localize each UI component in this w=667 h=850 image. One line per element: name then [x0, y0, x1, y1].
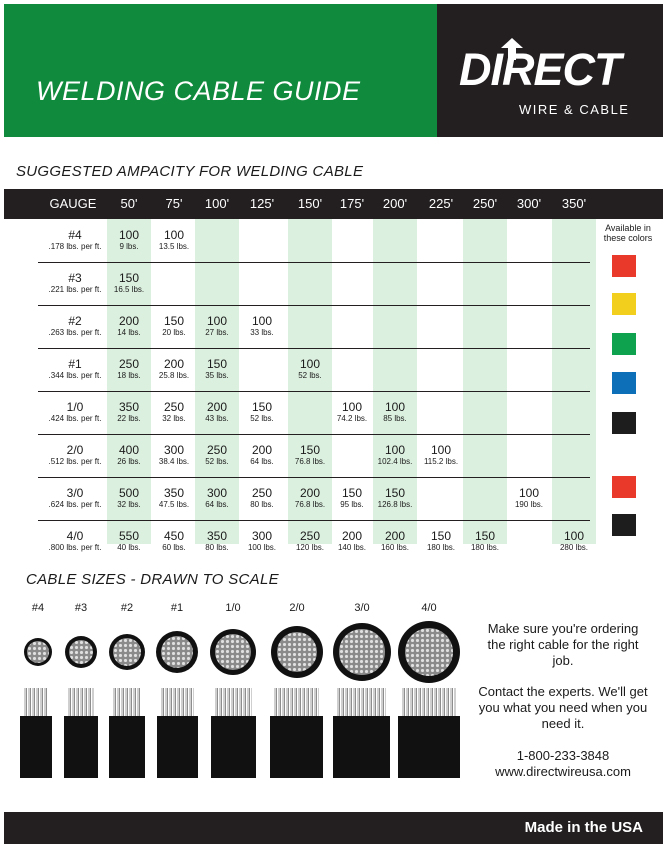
- cable-weight-value: 100 lbs.: [247, 543, 277, 552]
- ampacity-value: 300: [206, 486, 228, 500]
- cable-strands-icon: [113, 638, 141, 666]
- cable-weight-value: 160 lbs.: [380, 543, 410, 552]
- ampacity-value: 100: [384, 400, 406, 414]
- length-column-header: 50': [120, 196, 138, 211]
- gauge-cell: [42, 358, 108, 381]
- cable-weight-value: 76.8 lbs.: [294, 500, 326, 509]
- ampacity-value: 150: [118, 271, 140, 285]
- cable-size-label: 1/0: [225, 602, 241, 614]
- cable-weight-value: 115.2 lbs.: [423, 457, 459, 466]
- cable-strands-icon: [27, 641, 49, 663]
- ampacity-cell: [152, 444, 196, 467]
- ampacity-cell: [552, 530, 596, 553]
- ampacity-value: 300: [251, 529, 273, 543]
- cable-cross-section-icon: [333, 623, 391, 681]
- ampacity-value: 350: [163, 486, 185, 500]
- gauge-name: 1/0: [66, 400, 84, 414]
- length-column-header: 225': [428, 196, 454, 211]
- logo-subtitle: WIRE & CABLE: [519, 102, 630, 117]
- ampacity-value: 450: [163, 529, 185, 543]
- ampacity-value: 250: [118, 357, 140, 371]
- ampacity-value: 200: [299, 486, 321, 500]
- gauge-cell: [42, 315, 108, 338]
- cable-side-view-icon: [109, 716, 145, 778]
- cable-weight-value: 26 lbs.: [117, 457, 141, 466]
- available-colors-label: Available in these colors: [603, 223, 653, 243]
- ampacity-value: 250: [251, 486, 273, 500]
- cable-weight-value: 27 lbs.: [205, 328, 229, 337]
- ampacity-value: 150: [384, 486, 406, 500]
- length-column-header: 125': [249, 196, 275, 211]
- gauge-weight-per-foot: .800 lbs. per ft.: [48, 543, 102, 552]
- ampacity-cell: [107, 530, 151, 553]
- row-divider: [38, 348, 590, 349]
- exposed-strands-icon: [215, 688, 252, 718]
- color-swatch: [612, 293, 636, 315]
- cable-size-label: #3: [74, 602, 88, 614]
- gauge-weight-per-foot: .624 lbs. per ft.: [48, 500, 102, 509]
- cable-size-label: 4/0: [421, 602, 437, 614]
- cable-weight-value: 52 lbs.: [205, 457, 229, 466]
- cable-sizes-section-title: CABLE SIZES - DRAWN TO SCALE: [26, 571, 279, 588]
- ampacity-cell: [240, 444, 284, 467]
- color-swatch: [612, 333, 636, 355]
- gauge-column-header: GAUGE: [49, 196, 97, 211]
- ampacity-cell: [419, 530, 463, 553]
- ampacity-value: 200: [163, 357, 185, 371]
- gauge-weight-per-foot: .263 lbs. per ft.: [48, 328, 102, 337]
- gauge-name: 3/0: [66, 486, 84, 500]
- ampacity-value: 100: [518, 486, 540, 500]
- promo-right-cable: Make sure you're ordering the right cable for the right job.: [487, 621, 639, 668]
- ampacity-value: 100: [563, 529, 585, 543]
- ampacity-cell: [240, 487, 284, 510]
- ampacity-cell: [373, 487, 417, 510]
- cable-weight-value: 52 lbs.: [250, 414, 274, 423]
- website-link[interactable]: www.directwireusa.com: [495, 764, 631, 779]
- ampacity-cell: [195, 444, 239, 467]
- gauge-cell: [42, 229, 108, 252]
- row-divider: [38, 305, 590, 306]
- ampacity-value: 500: [118, 486, 140, 500]
- gauge-cell: [42, 444, 108, 467]
- ampacity-value: 200: [118, 314, 140, 328]
- cable-cross-section-icon: [271, 626, 323, 678]
- ampacity-cell: [107, 444, 151, 467]
- ampacity-cell: [288, 487, 332, 510]
- cable-side-view-icon: [270, 716, 323, 778]
- gauge-name: #1: [68, 357, 82, 371]
- ampacity-cell: [507, 487, 551, 510]
- ampacity-value: 100: [384, 443, 406, 457]
- cable-weight-value: 95 lbs.: [340, 500, 364, 509]
- ampacity-value: 350: [206, 529, 228, 543]
- header-logo-panel: [437, 4, 663, 137]
- cable-weight-value: 85 lbs.: [383, 414, 407, 423]
- exposed-strands-icon: [337, 688, 386, 718]
- cable-weight-value: 190 lbs.: [514, 500, 544, 509]
- gauge-name: 4/0: [66, 529, 84, 543]
- length-column-header: 200': [382, 196, 408, 211]
- cable-size-label: 3/0: [354, 602, 370, 614]
- cable-strands-icon: [277, 632, 318, 673]
- ampacity-cell: [288, 530, 332, 553]
- gauge-weight-per-foot: .344 lbs. per ft.: [48, 371, 102, 380]
- ampacity-cell: [152, 530, 196, 553]
- ampacity-cell: [107, 229, 151, 252]
- cable-side-view-icon: [20, 716, 52, 778]
- ampacity-value: 300: [163, 443, 185, 457]
- cable-size-label: #1: [170, 602, 184, 614]
- cable-side-view-icon: [333, 716, 390, 778]
- ampacity-cell: [195, 315, 239, 338]
- exposed-strands-icon: [402, 688, 456, 718]
- gauge-weight-per-foot: .512 lbs. per ft.: [48, 457, 102, 466]
- cable-size-label: 2/0: [289, 602, 305, 614]
- ampacity-cell: [240, 530, 284, 553]
- cable-weight-value: 140 lbs.: [337, 543, 367, 552]
- ampacity-cell: [152, 401, 196, 424]
- length-column-header: 175': [339, 196, 365, 211]
- cable-cross-section-icon: [65, 636, 97, 668]
- cable-weight-value: 32 lbs.: [162, 414, 186, 423]
- length-column-header: 350': [561, 196, 587, 211]
- cable-cross-section-icon: [398, 621, 460, 683]
- cable-weight-value: 80 lbs.: [250, 500, 274, 509]
- row-divider: [38, 520, 590, 521]
- cable-weight-value: 40 lbs.: [117, 543, 141, 552]
- row-divider: [38, 434, 590, 435]
- length-column-header: 75': [165, 196, 183, 211]
- gauge-name: #3: [68, 271, 82, 285]
- color-swatch: [612, 255, 636, 277]
- row-divider: [38, 262, 590, 263]
- cable-weight-value: 35 lbs.: [205, 371, 229, 380]
- ampacity-value: 150: [163, 314, 185, 328]
- ampacity-value: 150: [299, 443, 321, 457]
- cable-size-label: #2: [120, 602, 134, 614]
- ampacity-value: 400: [118, 443, 140, 457]
- cable-side-view-icon: [157, 716, 198, 778]
- gauge-cell: [42, 272, 108, 295]
- color-swatch: [612, 372, 636, 394]
- cable-weight-value: 13.5 lbs.: [158, 242, 190, 251]
- cable-strands-icon: [69, 640, 94, 665]
- cable-weight-value: 102.4 lbs.: [377, 457, 413, 466]
- cable-weight-value: 80 lbs.: [205, 543, 229, 552]
- ampacity-cell: [107, 358, 151, 381]
- cable-weight-value: 64 lbs.: [205, 500, 229, 509]
- ampacity-cell: [152, 358, 196, 381]
- ampacity-cell: [152, 487, 196, 510]
- length-column-header: 150': [297, 196, 323, 211]
- cable-weight-value: 38.4 lbs.: [158, 457, 190, 466]
- logo-wordmark: DIRECT: [459, 44, 621, 95]
- color-swatch: [612, 476, 636, 498]
- gauge-name: #2: [68, 314, 82, 328]
- cable-weight-value: 18 lbs.: [117, 371, 141, 380]
- ampacity-section-title: SUGGESTED AMPACITY FOR WELDING CABLE: [16, 163, 364, 180]
- cable-cross-section-icon: [156, 631, 198, 673]
- cable-weight-value: 33 lbs.: [250, 328, 274, 337]
- ampacity-cell: [195, 530, 239, 553]
- ampacity-value: 150: [430, 529, 452, 543]
- cable-weight-value: 180 lbs.: [426, 543, 456, 552]
- ampacity-value: 100: [163, 228, 185, 242]
- made-in-usa-label: Made in the USA: [524, 819, 643, 836]
- cable-size-label: #4: [31, 602, 45, 614]
- ampacity-cell: [240, 401, 284, 424]
- promo-contact: Contact the experts. We'll get you what you need when you need it.: [478, 684, 648, 731]
- cable-weight-value: 16.5 lbs.: [113, 285, 145, 294]
- header-green-panel: [4, 4, 437, 137]
- exposed-strands-icon: [274, 688, 319, 718]
- gauge-name: #4: [68, 228, 82, 242]
- ampacity-value: 250: [163, 400, 185, 414]
- length-column-header: 250': [472, 196, 498, 211]
- cable-weight-value: 120 lbs.: [295, 543, 325, 552]
- exposed-strands-icon: [113, 688, 141, 718]
- cable-side-view-icon: [64, 716, 98, 778]
- cable-cross-section-icon: [210, 629, 256, 675]
- ampacity-cell: [373, 530, 417, 553]
- cable-strands-icon: [161, 636, 194, 669]
- cable-weight-value: 43 lbs.: [205, 414, 229, 423]
- footer-bar: [4, 812, 663, 844]
- cable-weight-value: 60 lbs.: [162, 543, 186, 552]
- ampacity-value: 150: [474, 529, 496, 543]
- cable-weight-value: 64 lbs.: [250, 457, 274, 466]
- ampacity-cell: [107, 315, 151, 338]
- ampacity-value: 100: [341, 400, 363, 414]
- ampacity-value: 100: [299, 357, 321, 371]
- ampacity-value: 350: [118, 400, 140, 414]
- ampacity-value: 200: [251, 443, 273, 457]
- gauge-weight-per-foot: .424 lbs. per ft.: [48, 414, 102, 423]
- ampacity-table: [4, 189, 663, 552]
- ampacity-value: 100: [430, 443, 452, 457]
- shaded-column: [552, 219, 596, 544]
- phone-number[interactable]: 1-800-233-3848: [516, 748, 610, 763]
- cable-weight-value: 280 lbs.: [559, 543, 589, 552]
- shaded-column: [463, 219, 507, 544]
- exposed-strands-icon: [161, 688, 194, 718]
- ampacity-value: 150: [206, 357, 228, 371]
- ampacity-value: 250: [299, 529, 321, 543]
- ampacity-cell: [373, 401, 417, 424]
- ampacity-value: 200: [384, 529, 406, 543]
- ampacity-value: 150: [341, 486, 363, 500]
- ampacity-value: 150: [251, 400, 273, 414]
- ampacity-cell: [152, 315, 196, 338]
- ampacity-value: 100: [206, 314, 228, 328]
- gauge-cell: [42, 530, 108, 553]
- ampacity-cell: [288, 358, 332, 381]
- ampacity-cell: [419, 444, 463, 467]
- length-column-header: 300': [516, 196, 542, 211]
- cable-weight-value: 47.5 lbs.: [158, 500, 190, 509]
- ampacity-cell: [330, 530, 374, 553]
- ampacity-value: 200: [341, 529, 363, 543]
- cable-strands-icon: [339, 629, 384, 674]
- gauge-cell: [42, 401, 108, 424]
- cable-weight-value: 74.2 lbs.: [336, 414, 368, 423]
- header-banner: [4, 4, 663, 137]
- ampacity-cell: [107, 401, 151, 424]
- ampacity-cell: [195, 358, 239, 381]
- ampacity-cell: [107, 487, 151, 510]
- table-header-row: [4, 189, 663, 219]
- ampacity-value: 550: [118, 529, 140, 543]
- cable-weight-value: 52 lbs.: [298, 371, 322, 380]
- cable-cross-section-icon: [109, 634, 145, 670]
- cable-strands-icon: [405, 628, 453, 676]
- brand-logo: [457, 44, 647, 124]
- ampacity-cell: [330, 487, 374, 510]
- ampacity-value: 100: [118, 228, 140, 242]
- ampacity-value: 100: [251, 314, 273, 328]
- page-title: WELDING CABLE GUIDE: [36, 76, 361, 106]
- color-swatch: [612, 514, 636, 536]
- ampacity-cell: [330, 401, 374, 424]
- ampacity-cell: [373, 444, 417, 467]
- ampacity-cell: [107, 272, 151, 295]
- cable-weight-value: 20 lbs.: [162, 328, 186, 337]
- ampacity-cell: [152, 229, 196, 252]
- cable-weight-value: 76.8 lbs.: [294, 457, 326, 466]
- cable-weight-value: 22 lbs.: [117, 414, 141, 423]
- cable-weight-value: 32 lbs.: [117, 500, 141, 509]
- cable-cross-section-icon: [24, 638, 52, 666]
- exposed-strands-icon: [68, 688, 94, 718]
- ampacity-value: 200: [206, 400, 228, 414]
- row-divider: [38, 391, 590, 392]
- cable-side-view-icon: [211, 716, 256, 778]
- cable-weight-value: 14 lbs.: [117, 328, 141, 337]
- gauge-weight-per-foot: .178 lbs. per ft.: [48, 242, 102, 251]
- ampacity-cell: [240, 315, 284, 338]
- cable-side-view-icon: [398, 716, 460, 778]
- row-divider: [38, 477, 590, 478]
- ampacity-cell: [195, 401, 239, 424]
- ampacity-cell: [195, 487, 239, 510]
- gauge-weight-per-foot: .221 lbs. per ft.: [48, 285, 102, 294]
- cable-weight-value: 180 lbs.: [470, 543, 500, 552]
- cable-strands-icon: [215, 634, 251, 670]
- ampacity-cell: [463, 530, 507, 553]
- length-column-header: 100': [204, 196, 230, 211]
- exposed-strands-icon: [24, 688, 48, 718]
- ampacity-cell: [288, 444, 332, 467]
- ampacity-value: 250: [206, 443, 228, 457]
- cable-weight-value: 9 lbs.: [119, 242, 139, 251]
- gauge-name: 2/0: [66, 443, 84, 457]
- cable-weight-value: 25.8 lbs.: [158, 371, 190, 380]
- color-swatch: [612, 412, 636, 434]
- cable-weight-value: 126.8 lbs.: [377, 500, 413, 509]
- gauge-cell: [42, 487, 108, 510]
